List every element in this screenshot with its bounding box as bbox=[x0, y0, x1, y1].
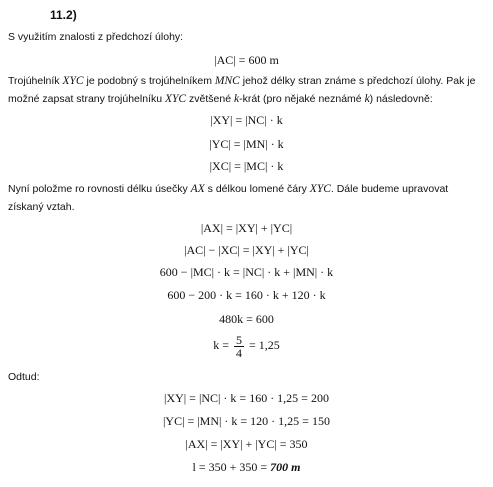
equation-xy: |XY| = |NC| · k bbox=[210, 113, 283, 127]
result-ax: |AX| = |XY| + |YC| = 350 bbox=[185, 437, 308, 451]
math-run: XYC bbox=[165, 93, 187, 105]
odtud-label: Odtud: bbox=[8, 371, 40, 383]
math-run: k bbox=[364, 93, 370, 105]
result-yc: |YC| = |MN| · k = 120 · 1,25 = 150 bbox=[163, 414, 330, 428]
text-run: ) následovně: bbox=[369, 93, 433, 105]
total-length-expression: l = 350 + 350 = bbox=[192, 460, 271, 474]
text-run: Trojúhelník bbox=[8, 75, 63, 87]
equation-substitution-2: 600 − 200 · k = 160 · k + 120 · k bbox=[167, 288, 326, 302]
text-run: zvětšené bbox=[186, 93, 234, 105]
equation-k bbox=[0, 332, 493, 359]
text-run: -krát (pro nějaké neznámé bbox=[239, 93, 365, 105]
k-rhs: = 1,25 bbox=[249, 338, 280, 352]
similarity-paragraph bbox=[8, 72, 486, 108]
fraction-denominator: 4 bbox=[236, 345, 242, 360]
fraction-numerator: 5 bbox=[236, 332, 242, 347]
equation-ax: |AX| = |XY| + |YC| bbox=[200, 221, 293, 235]
broken-line-paragraph bbox=[8, 180, 486, 216]
fraction-five-quarters bbox=[234, 334, 244, 359]
equation-xc: |XC| = |MC| · k bbox=[209, 159, 284, 173]
intro-text: S využitím znalosti z předchozí úlohy: bbox=[8, 31, 184, 43]
text-run: jehož délky stran známe s předchozí úlohy. Pak je možné zapsat strany trojúhelníku bbox=[8, 75, 476, 105]
text-run: . Dále budeme upravovat získaný vztah. bbox=[8, 183, 449, 213]
exercise-number: 11.2) bbox=[50, 8, 77, 22]
text-run: Nyní položme ro rovnosti délku úsečky bbox=[8, 183, 191, 195]
equation-substitution-1: 600 − |MC| · k = |NC| · k + |MN| · k bbox=[159, 265, 334, 279]
equation-yc: |YC| = |MN| · k bbox=[209, 137, 284, 151]
k-lhs: k = bbox=[213, 338, 229, 352]
equation-ac: |AC| = 600 m bbox=[214, 53, 279, 67]
total-length-result: 700 m bbox=[270, 460, 301, 474]
equation-480k: 480k = 600 bbox=[219, 312, 274, 326]
text-run: je podobný s trojúhelníkem bbox=[83, 75, 215, 87]
math-run: k bbox=[233, 93, 240, 105]
math-run: AX bbox=[190, 183, 205, 195]
math-run: MNC bbox=[214, 75, 240, 87]
result-xy: |XY| = |NC| · k = 160 · 1,25 = 200 bbox=[164, 391, 329, 405]
text-run: s délkou lomené čáry bbox=[204, 183, 310, 195]
math-run: XYC bbox=[62, 75, 84, 87]
equation-ac-xc: |AC| − |XC| = |XY| + |YC| bbox=[184, 243, 309, 257]
math-run: XYC bbox=[309, 183, 331, 195]
result-total-length bbox=[0, 459, 493, 475]
